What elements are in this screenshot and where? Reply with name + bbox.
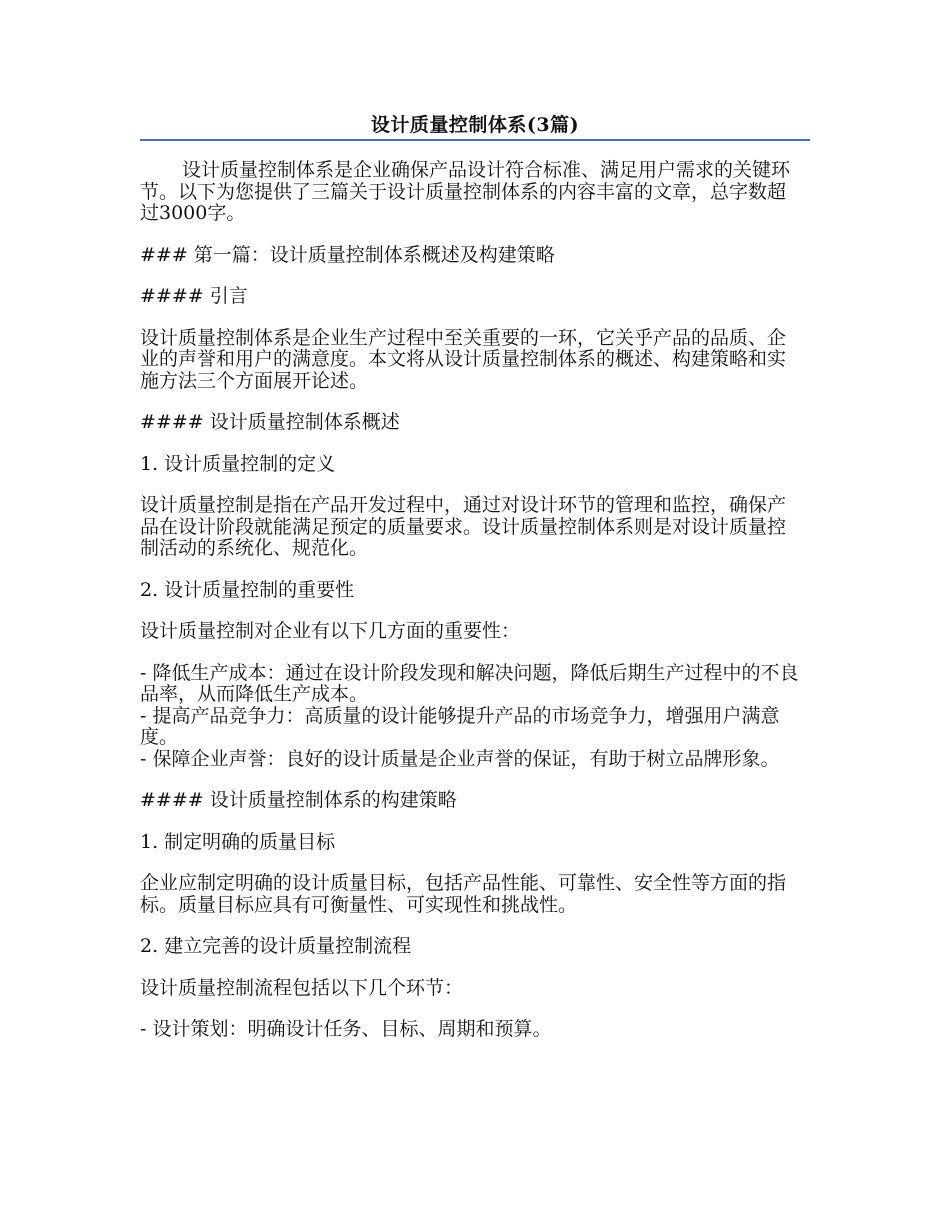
intro-paragraph: 设计质量控制体系是企业确保产品设计符合标准、满足用户需求的关键环节。以下为您提供了三篇关于设计质量控制体系的内容丰富的文章，总字数超过3000字。 bbox=[140, 159, 791, 224]
item2-title: 2. 设计质量控制的重要性 bbox=[140, 578, 355, 601]
title-underline bbox=[140, 139, 810, 141]
strategy1-title: 1. 制定明确的质量目标 bbox=[140, 830, 336, 853]
item1-title: 1. 设计质量控制的定义 bbox=[140, 452, 336, 475]
strategy-heading: #### 设计质量控制体系的构建策略 bbox=[140, 789, 457, 811]
document-title: 设计质量控制体系(3篇) bbox=[370, 114, 580, 136]
intro-body-paragraph: 设计质量控制体系是企业生产过程中至关重要的一环，它关乎产品的品质、企业的声誉和用户的满意度。本文将从设计质量控制体系的概述、构建策略和实施方法三个方面展开论述。 bbox=[140, 326, 787, 392]
process-list bbox=[140, 1019, 800, 1041]
item2-paragraph: 设计质量控制对企业有以下几方面的重要性： bbox=[140, 620, 521, 642]
intro-heading: #### 引言 bbox=[140, 285, 248, 307]
list-item: - 提高产品竞争力：高质量的设计能够提升产品的市场竞争力，增强用户满意度。 bbox=[140, 704, 780, 748]
strategy2-title: 2. 建立完善的设计质量控制流程 bbox=[140, 935, 412, 957]
overview-heading: #### 设计质量控制体系概述 bbox=[140, 411, 400, 433]
list-item: - 保障企业声誉：良好的设计质量是企业声誉的保证，有助于树立品牌形象。 bbox=[140, 747, 780, 770]
strategy2-paragraph: 设计质量控制流程包括以下几个环节： bbox=[140, 976, 464, 999]
list-item: - 降低生产成本：通过在设计阶段发现和解决问题，降低后期生产过程中的不良品率，从而降低生产成本。 bbox=[140, 661, 799, 705]
item1-paragraph: 设计质量控制是指在产品开发过程中，通过对设计环节的管理和监控，确保产品在设计阶段就能满足预定的质量要求。设计质量控制体系则是对设计质量控制活动的系统化、规范化。 bbox=[140, 494, 787, 559]
importance-list bbox=[140, 663, 800, 771]
part1-heading: ### 第一篇：设计质量控制体系概述及构建策略 bbox=[140, 243, 555, 266]
document-body bbox=[140, 160, 800, 1041]
list-item: - 设计策划：明确设计任务、目标、周期和预算。 bbox=[140, 1018, 552, 1040]
strategy1-paragraph: 企业应制定明确的设计质量目标，包括产品性能、可靠性、安全性等方面的指标。质量目标应具有可衡量性、可实现性和挑战性。 bbox=[140, 872, 787, 916]
